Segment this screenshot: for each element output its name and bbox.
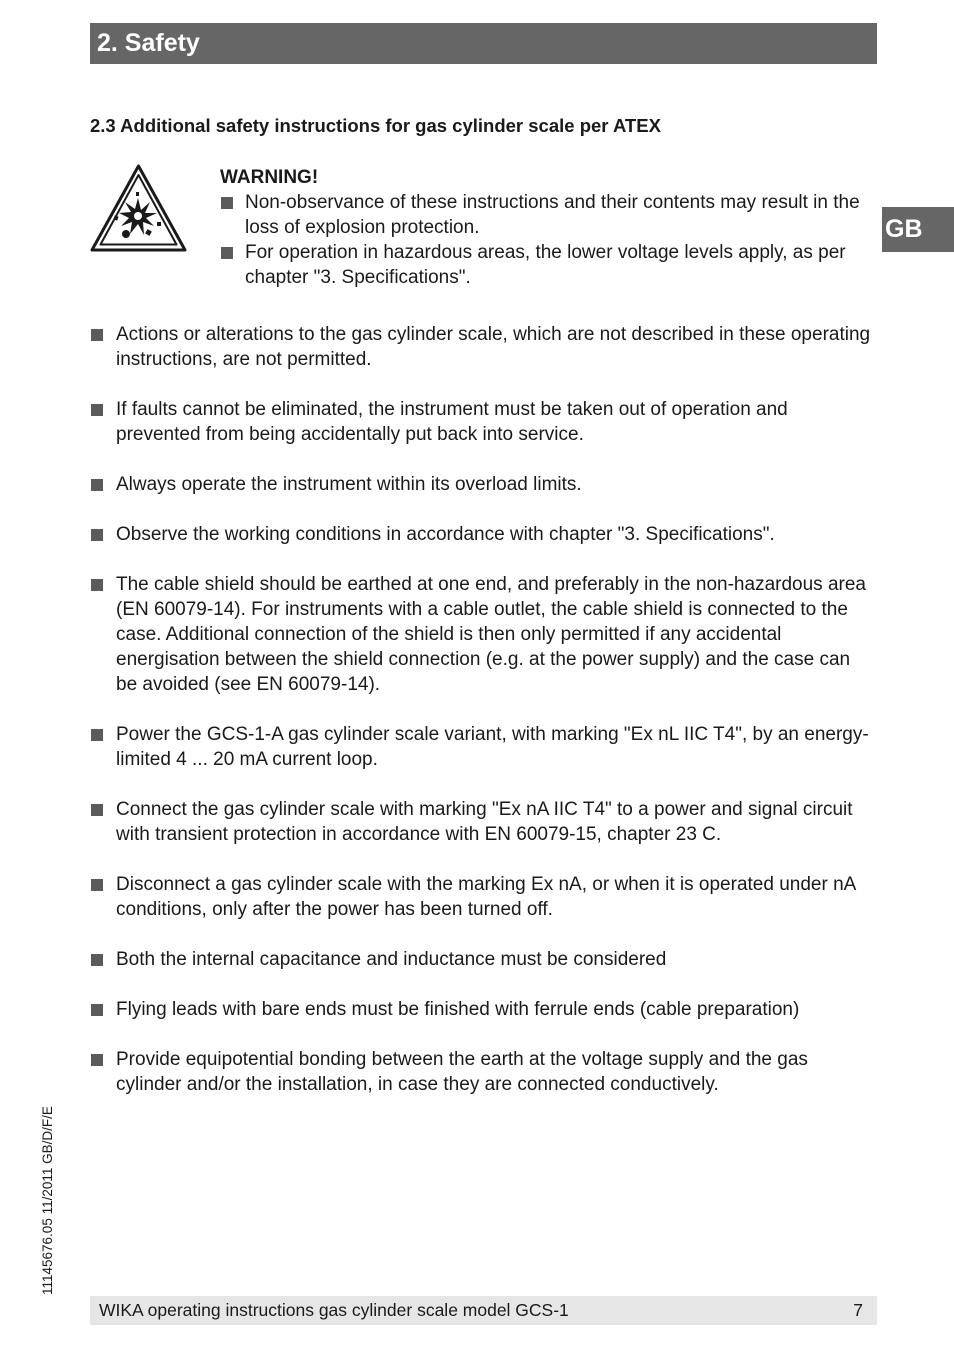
page-footer [90,1296,877,1325]
instruction-item: Flying leads with bare ends must be finished with ferrule ends (cable preparation) [90,997,875,1022]
chapter-title: 2. Safety [90,23,877,64]
explosion-warning-icon [90,164,187,252]
instruction-list [90,322,875,1122]
instruction-item: Always operate the instrument within its overload limits. [90,472,875,497]
footer-text: WIKA operating instructions gas cylinder scale model GCS-1 [99,1300,569,1320]
document-code: 11145676.05 11/2011 GB/D/F/E [40,1106,55,1295]
language-tab: GB [882,207,954,252]
instruction-item: Both the internal capacitance and inductance must be considered [90,947,875,972]
warning-block [220,165,875,290]
instruction-item: Connect the gas cylinder scale with marking "Ex nA IIC T4" to a power and signal circuit with transient protection in accordance with EN 60079-15, chapter 23 C. [90,797,875,847]
instruction-item: Provide equipotential bonding between the earth at the voltage supply and the gas cylinder and/or the installation, in case they are connected conductively. [90,1047,875,1097]
instruction-item: If faults cannot be eliminated, the instrument must be taken out of operation and prevented from being accidentally put back into service. [90,397,875,447]
instruction-item: Actions or alterations to the gas cylinder scale, which are not described in these operating instructions, are not permitted. [90,322,875,372]
warning-item: Non-observance of these instructions and their contents may result in the loss of explosion protection. [220,190,875,240]
warning-title: WARNING! [220,167,319,188]
page-number: 7 [853,1300,863,1320]
instruction-item: The cable shield should be earthed at one end, and preferably in the non-hazardous area (EN 60079-14). For instruments with a cable outlet, the cable shield is connected to the case. Additional connection of the shield is then only permitted if any accidental energisation between the shield connection (e.g. at the power supply) and the case can be avoided (see EN 60079-14). [90,572,875,697]
instruction-item: Disconnect a gas cylinder scale with the marking Ex nA, or when it is operated under nA conditions, only after the power has been turned off. [90,872,875,922]
instruction-item: Power the GCS-1-A gas cylinder scale variant, with marking "Ex nL IIC T4", by an energy-limited 4 ... 20 mA current loop. [90,722,875,772]
warning-item: For operation in hazardous areas, the lower voltage levels apply, as per chapter "3. Specifications". [220,240,875,290]
section-title: 2.3 Additional safety instructions for gas cylinder scale per ATEX [90,115,661,136]
instruction-item: Observe the working conditions in accordance with chapter "3. Specifications". [90,522,875,547]
